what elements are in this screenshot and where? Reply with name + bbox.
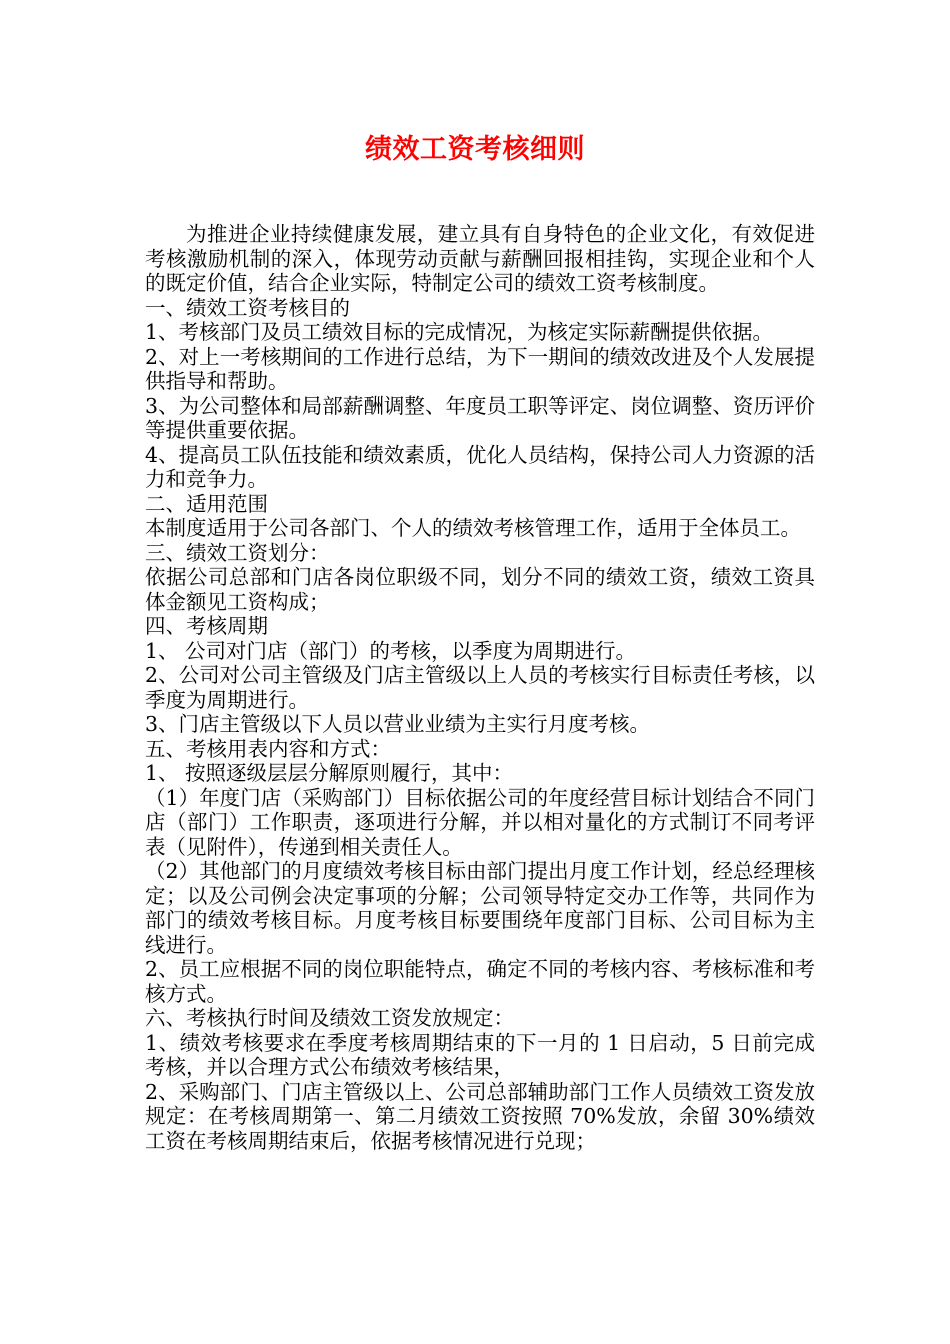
section-heading-3: 三、绩效工资划分： <box>145 540 330 565</box>
section-heading-6: 六、考核执行时间及绩效工资发放规定： <box>145 1006 514 1030</box>
body-paragraph: 本制度适用于公司各部门、个人的绩效考核管理工作，适用于全体员工。 <box>145 516 801 540</box>
list-item: 2、对上一考核期间的工作进行总结，为下一期间的绩效改进及个人发展提供指导和帮助。 <box>145 344 815 393</box>
list-item: 1、 公司对门店（部门）的考核，以季度为周期进行。 <box>145 638 637 663</box>
list-item: 1、绩效考核要求在季度考核周期结束的下一月的 1 日启动，5 日前完成考核，并以合理方式公布绩效考核结果， <box>145 1030 815 1079</box>
section-heading-4: 四、考核周期 <box>145 614 268 638</box>
list-item: 1、考核部门及员工绩效目标的完成情况，为核定实际薪酬提供依据。 <box>145 320 774 344</box>
list-item: 4、提高员工队伍技能和绩效素质，优化人员结构，保持公司人力资源的活力和竞争力。 <box>145 442 815 491</box>
list-item: 2、员工应根据不同的岗位职能特点，确定不同的考核内容、考核标准和考核方式。 <box>145 957 815 1006</box>
list-item: 3、门店主管级以下人员以营业业绩为主实行月度考核。 <box>145 712 651 736</box>
list-item: 2、采购部门、门店主管级以上、公司总部辅助部门工作人员绩效工资发放规定：在考核周期第一、第二月绩效工资按照 70%发放，余留 30%绩效工资在考核周期结束后，依据考核情况进行兑现； <box>145 1079 815 1153</box>
document-title: 绩效工资考核细则 <box>365 134 585 165</box>
list-item: 3、为公司整体和局部薪酬调整、年度员工职等评定、岗位调整、资历评价等提供重要依据。 <box>145 393 815 442</box>
body-paragraph: 依据公司总部和门店各岗位职级不同，划分不同的绩效工资，绩效工资具体金额见工资构成； <box>145 565 815 614</box>
document-body <box>145 222 815 1153</box>
intro-paragraph: 为推进企业持续健康发展，建立具有自身特色的企业文化，有效促进考核激励机制的深入，体现劳动贡献与薪酬回报相挂钩，实现企业和个人的既定价值，结合企业实际，特制定公司的绩效工资考核制度。 <box>145 222 815 295</box>
list-item: 1、 按照逐级层层分解原则履行，其中： <box>145 761 514 785</box>
section-heading-2: 二、适用范围 <box>145 491 268 516</box>
sub-list-item: （1）年度门店（采购部门）目标依据公司的年度经营目标计划结合不同门店（部门）工作职责，逐项进行分解，并以相对量化的方式制订不同考评表（见附件），传递到相关责任人。 <box>145 785 815 859</box>
list-item: 2、公司对公司主管级及门店主管级以上人员的考核实行目标责任考核，以季度为周期进行。 <box>145 663 815 712</box>
sub-list-item: （2）其他部门的月度绩效考核目标由部门提出月度工作计划，经总经理核定；以及公司例会决定事项的分解；公司领导特定交办工作等，共同作为部门的绩效考核目标。月度考核目标要围绕年度部门目标、公司目标为主线进行。 <box>145 859 815 957</box>
section-heading-5: 五、考核用表内容和方式： <box>145 736 391 761</box>
section-heading-1: 一、绩效工资考核目的 <box>145 295 350 320</box>
